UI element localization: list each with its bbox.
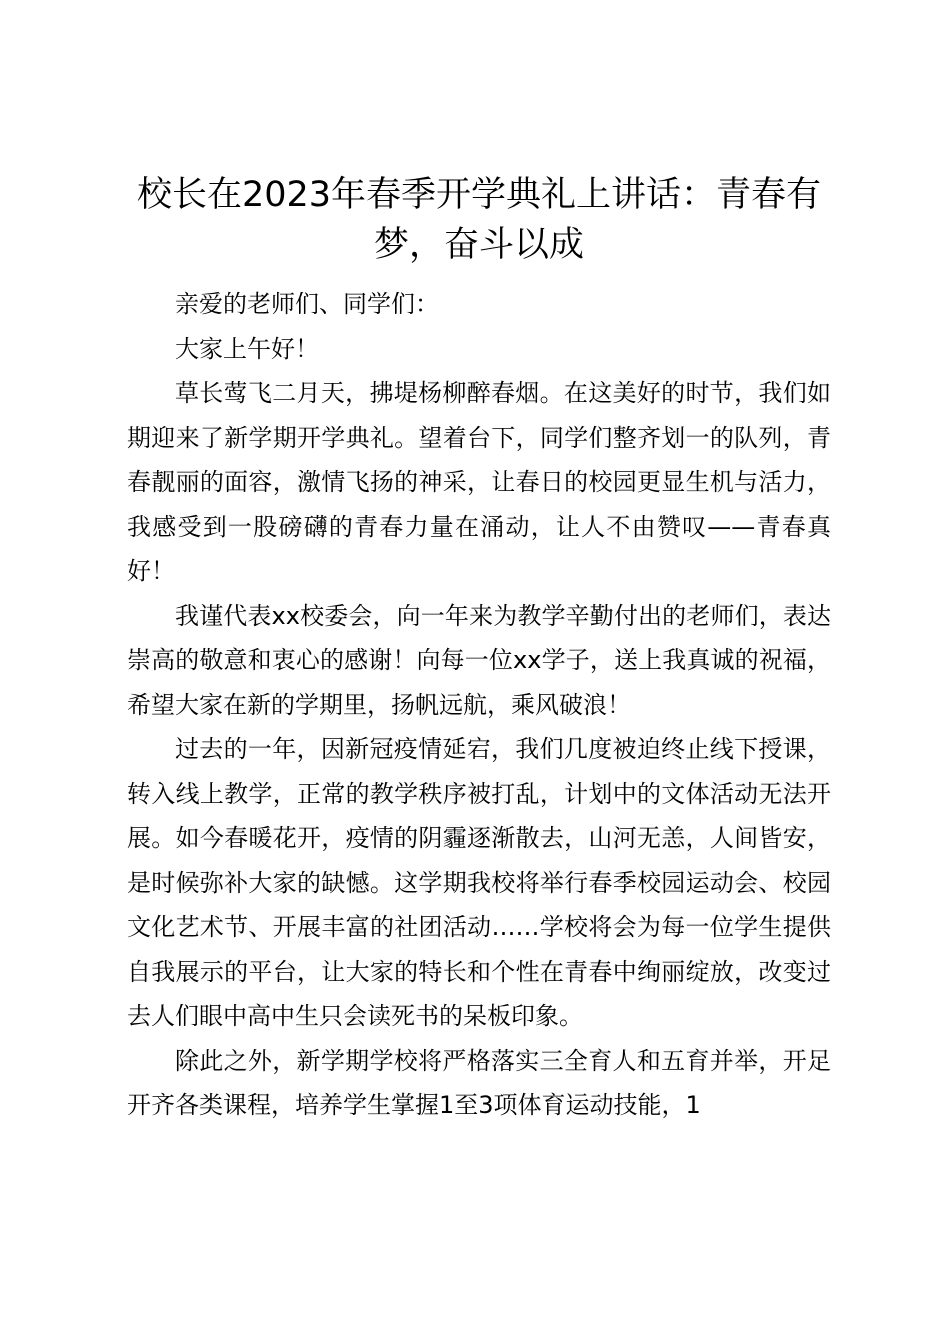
document-page xyxy=(127,170,831,1128)
body-paragraph: 草长莺飞二月天，拂堤杨柳醉春烟。在这美好的时节，我们如期迎来了新学期开学典礼。望着台下，同学们整齐划一的队列，青春靓丽的面容，激情飞扬的神采，让春日的校园更显生机与活力，我感受到一股磅礴的青春力量在涌动，让人不由赞叹——青春真好！ xyxy=(127,379,831,585)
salutation-paragraph: 亲爱的老师们、同学们： xyxy=(175,290,439,318)
greeting-paragraph: 大家上午好！ xyxy=(175,334,319,363)
document-title: 校长在2023年春季开学典礼上讲话：青春有梦，奋斗以成 xyxy=(136,175,822,265)
body-paragraph: 除此之外，新学期学校将严格落实三全育人和五育并举，开足开齐各类课程，培养学生掌握1至3项体育运动技能，1 xyxy=(127,1046,831,1119)
body-paragraph: 过去的一年，因新冠疫情延宕，我们几度被迫终止线下授课，转入线上教学，正常的教学秩序被打乱，计划中的文体活动无法开展。如今春暖花开，疫情的阴霾逐渐散去，山河无恙，人间皆安，是时候弥补大家的缺憾。这学期我校将举行春季校园运动会、校园文化艺术节、开展丰富的社团活动……学校将会为每一位学生提供自我展示的平台，让大家的特长和个性在青春中绚丽绽放，改变过去人们眼中高中生只会读死书的呆板印象。 xyxy=(127,735,831,1030)
document-body xyxy=(127,282,831,1128)
body-paragraph: 我谨代表xx校委会，向一年来为教学辛勤付出的老师们，表达崇高的敬意和衷心的感谢！向每一位xx学子，送上我真诚的祝福，希望大家在新的学期里，扬帆远航，乘风破浪！ xyxy=(127,601,831,719)
